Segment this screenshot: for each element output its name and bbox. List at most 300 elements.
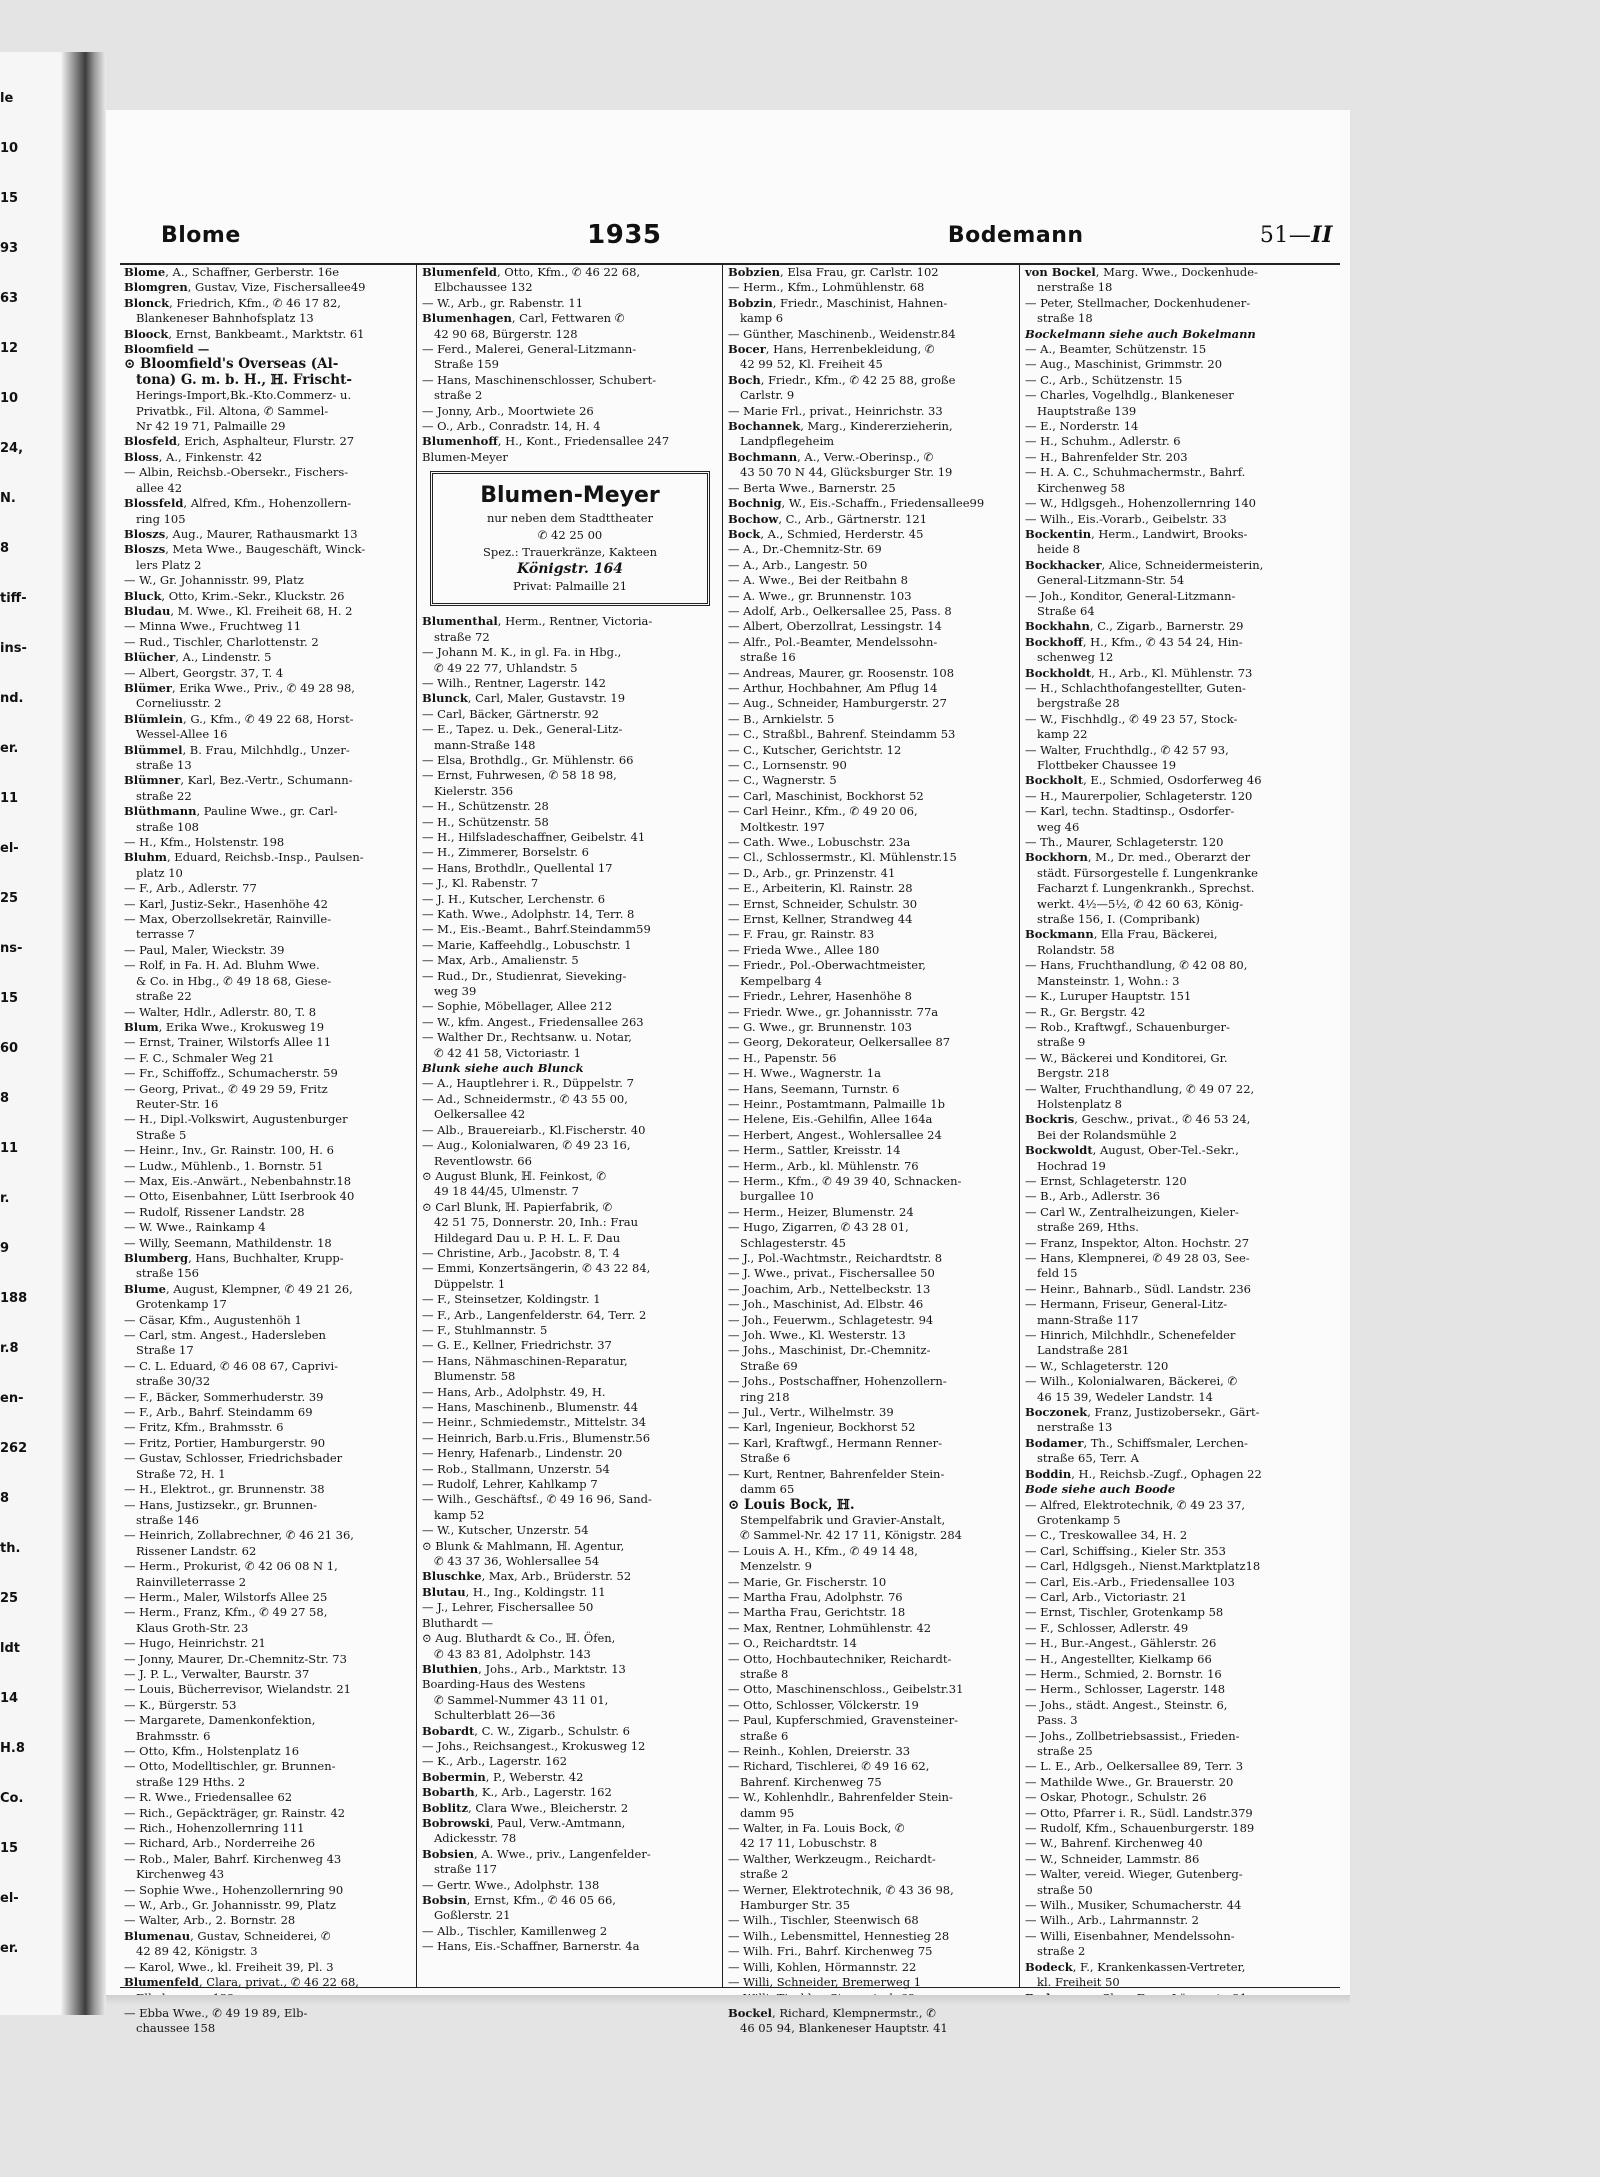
directory-entry: Bloszs, Aug., Maurer, Rathausmarkt 13 (124, 526, 358, 541)
directory-entry: — Ad., Schneidermstr., ✆ 43 55 00, (422, 1091, 628, 1106)
directory-entry: — Gertr. Wwe., Adolphstr. 138 (422, 1877, 600, 1892)
directory-entry: Straße 69 (740, 1358, 798, 1373)
ad-tagline: nur neben dem Stadttheater (486, 511, 654, 526)
directory-entry: Boarding-Haus des Westens (422, 1677, 586, 1692)
facing-page-fragment: le (0, 91, 14, 106)
directory-entry: — Wilh., Eis.-Vorarb., Geibelstr. 33 (1025, 511, 1227, 526)
directory-entry: — Herbert, Angest., Wohlersallee 24 (728, 1127, 942, 1142)
directory-entry: — Joh., Maschinist, Ad. Elbstr. 46 (728, 1297, 924, 1312)
directory-entry: — Herm., Schmied, 2. Bornstr. 16 (1025, 1666, 1222, 1681)
directory-entry: — Herm., Kfm., ✆ 49 39 40, Schnacken- (728, 1173, 962, 1188)
directory-entry: Bobsien, A. Wwe., priv., Langenfelder- (422, 1846, 651, 1861)
directory-entry: — H., Dipl.-Volkswirt, Augustenburger (124, 1112, 348, 1127)
directory-entry: — Johs., Zollbetriebsassist., Frieden- (1025, 1728, 1240, 1743)
facing-page-fragment: 14 (0, 1691, 19, 1706)
directory-entry: — Carl, Schiffsing., Kieler Str. 353 (1025, 1543, 1226, 1558)
directory-entry: — Wilh., Tischler, Steenwisch 68 (728, 1913, 919, 1928)
directory-entry: Bobzien, Elsa Frau, gr. Carlstr. 102 (728, 265, 939, 279)
directory-entry: — Herm., Sattler, Kreisstr. 14 (728, 1143, 901, 1158)
directory-entry: — Heinrich, Barb.u.Fris., Blumenstr.56 (422, 1430, 651, 1445)
directory-entry: — Cäsar, Kfm., Augustenhöh 1 (124, 1312, 302, 1327)
directory-entry: straße 108 (136, 819, 199, 834)
directory-entry: — Heinr., Postamtmann, Palmaille 1b (728, 1096, 945, 1111)
directory-entry: — K., Arb., Lagerstr. 162 (422, 1754, 568, 1769)
directory-entry: — Walter, vereid. Wieger, Gutenberg- (1025, 1867, 1243, 1882)
directory-entry: — Louis A. H., Kfm., ✆ 49 14 48, (728, 1543, 918, 1558)
directory-entry: — Emmi, Konzertsängerin, ✆ 43 22 84, (422, 1261, 651, 1276)
facing-page-fragment: 15 (0, 191, 19, 206)
directory-entry: weg 46 (1037, 819, 1080, 834)
directory-entry: Bockhacker, Alice, Schneidermeisterin, (1025, 557, 1264, 572)
directory-entry: damm 65 (740, 1482, 795, 1497)
facing-page-fragment: r. (0, 1191, 10, 1206)
header-left-name: Blome (161, 222, 241, 248)
directory-entry: — Walter, Fruchthandlung, ✆ 49 07 22, (1025, 1081, 1255, 1096)
directory-entry: ring 105 (136, 511, 186, 526)
directory-entry: Herings-Import,Bk.-Kto.Commerz- u. (136, 388, 352, 403)
directory-entry: — W., Schneider, Lammstr. 86 (1025, 1851, 1200, 1866)
directory-entry: Straße 72, H. 1 (136, 1466, 226, 1481)
directory-entry: — W., kfm. Angest., Friedensallee 263 (422, 1014, 644, 1029)
directory-entry: — Herm., Arb., kl. Mühlenstr. 76 (728, 1158, 919, 1173)
directory-entry: Klaus Groth-Str. 23 (136, 1620, 249, 1635)
directory-entry: — F. C., Schmaler Weg 21 (124, 1050, 275, 1065)
directory-entry: Hochrad 19 (1037, 1158, 1106, 1173)
directory-entry: burgallee 10 (740, 1189, 814, 1204)
directory-entry: platz 10 (136, 865, 183, 880)
directory-entry: Hauptstraße 139 (1037, 403, 1137, 418)
directory-entry: Hamburger Str. 35 (740, 1898, 851, 1913)
directory-entry: Adickesstr. 78 (434, 1831, 517, 1846)
directory-entry: Schulterblatt 26—36 (434, 1708, 556, 1723)
directory-entry: Bluhm, Eduard, Reichsb.-Insp., Paulsen- (124, 850, 364, 865)
directory-entry: Blankeneser Bahnhofsplatz 13 (136, 311, 314, 326)
directory-entry: — Ernst, Schlageterstr. 120 (1025, 1173, 1187, 1188)
directory-entry: Blumenhagen, Carl, Fettwaren ✆ (422, 311, 625, 326)
directory-entry: Bock, A., Schmied, Herderstr. 45 (728, 526, 924, 541)
directory-entry: — H., Schlachthofangestellter, Guten- (1025, 680, 1246, 695)
directory-entry: ✆ 49 22 77, Uhlandstr. 5 (434, 660, 578, 675)
directory-entry: — Jonny, Arb., Moortwiete 26 (422, 403, 594, 418)
directory-entry: — Johs., städt. Angest., Steinstr. 6, (1025, 1697, 1228, 1712)
directory-entry: feld 15 (1037, 1266, 1078, 1281)
column-2 (422, 265, 718, 1985)
directory-entry: ✆ 43 83 81, Adolphstr. 143 (434, 1646, 591, 1661)
directory-entry: — Rolf, in Fa. H. Ad. Bluhm Wwe. (124, 958, 320, 973)
directory-entry: 49 18 44/45, Ulmenstr. 7 (434, 1184, 579, 1199)
facing-page-fragment: nd. (0, 691, 24, 706)
directory-entry: — Johs., Reichsangest., Krokusweg 12 (422, 1738, 646, 1753)
facing-page-fragment: 11 (0, 1141, 19, 1156)
directory-entry: — C. L. Eduard, ✆ 46 08 67, Caprivi- (124, 1358, 339, 1373)
directory-entry: nerstraße 13 (1037, 1420, 1113, 1435)
facing-page-fragment: 60 (0, 1041, 19, 1056)
directory-entry: Bockholdt, H., Arb., Kl. Mühlenstr. 73 (1025, 665, 1253, 680)
directory-entry: straße 2 (1037, 1944, 1086, 1959)
directory-entry: Bockwoldt, August, Ober-Tel.-Sekr., (1025, 1143, 1239, 1158)
directory-entry: — Aug., Kolonialwaren, ✆ 49 23 16, (422, 1138, 631, 1153)
directory-entry: — Karl, Ingenieur, Bockhorst 52 (728, 1420, 916, 1435)
directory-entry: — Frieda Wwe., Allee 180 (728, 942, 880, 957)
directory-entry: Blumenfeld, Clara, privat., ✆ 46 22 68, (124, 1975, 359, 1990)
directory-entry: — Joh. Wwe., Kl. Westerstr. 13 (728, 1328, 906, 1343)
directory-entry: straße 30/32 (136, 1374, 211, 1389)
directory-entry: Boch, Friedr., Kfm., ✆ 42 25 88, große (728, 372, 956, 387)
directory-entry: — Hans, Arb., Adolphstr. 49, H. (422, 1384, 606, 1399)
directory-entry: — F., Steinsetzer, Koldingstr. 1 (422, 1292, 601, 1307)
facing-page-fragment: tiff- (0, 591, 27, 606)
directory-entry: Blümmel, B. Frau, Milchhdlg., Unzer- (124, 742, 350, 757)
directory-entry: — Johann M. K., in gl. Fa. in Hbg., (422, 645, 622, 660)
directory-entry: — F., Bäcker, Sommerhuderstr. 39 (124, 1389, 324, 1404)
directory-entry: — Andreas, Maurer, gr. Roosenstr. 108 (728, 665, 955, 680)
directory-entry: — Max, Arb., Amalienstr. 5 (422, 953, 579, 968)
directory-entry: straße 269, Hths. (1037, 1220, 1139, 1235)
directory-entry: — Carl W., Zentralheizungen, Kieler- (1025, 1204, 1239, 1219)
directory-entry: — Willi, Eisenbahner, Mendelssohn- (1025, 1928, 1235, 1943)
directory-entry: — H., Schuhm., Adlerstr. 6 (1025, 434, 1181, 449)
directory-entry: — Hinrich, Milchhdlr., Schenefelder (1025, 1328, 1236, 1343)
directory-entry: kamp 52 (434, 1507, 485, 1522)
directory-entry: — Otto, Kfm., Holstenplatz 16 (124, 1744, 300, 1758)
facing-page-edge (0, 52, 106, 2015)
directory-entry: Bockhahn, C., Zigarb., Barnerstr. 29 (1025, 619, 1244, 634)
ad-private-address: Privat: Palmaille 21 (512, 579, 628, 594)
directory-entry: — Fritz, Portier, Hamburgerstr. 90 (124, 1435, 326, 1450)
column-divider-2 (722, 265, 723, 1987)
directory-entry: — M., Eis.-Beamt., Bahrf.Steindamm59 (422, 922, 651, 937)
directory-entry: — Hugo, Zigarren, ✆ 43 28 01, (728, 1220, 909, 1235)
ad-title: Blumen-Meyer (480, 483, 660, 509)
directory-entry: Bloock, Ernst, Bankbeamt., Marktstr. 61 (124, 326, 365, 341)
directory-entry: — Marie, Kaffeehdlg., Lobuschstr. 1 (422, 937, 632, 952)
directory-entry: — C., Lornsenstr. 90 (728, 758, 847, 772)
directory-entry: Bluthardt — (422, 1615, 494, 1630)
directory-entry: — Elsa, Brothdlg., Gr. Mühlenstr. 66 (422, 752, 634, 767)
directory-entry: Blumen-Meyer (422, 449, 508, 464)
facing-page-fragment: er. (0, 1941, 19, 1956)
facing-page-fragment: 25 (0, 891, 19, 906)
directory-entry: — F., Arb., Adlerstr. 77 (124, 881, 257, 896)
directory-entry: — C., Kutscher, Gerichtstr. 12 (728, 742, 902, 757)
facing-page-fragment: el- (0, 1891, 19, 1906)
directory-entry: — Cath. Wwe., Lobuschstr. 23a (728, 835, 911, 850)
directory-entry: Boczonek, Franz, Justizobersekr., Gärt- (1025, 1405, 1260, 1420)
directory-entry: — Karl, techn. Stadtinsp., Osdorfer- (1025, 804, 1235, 819)
directory-entry: — H. Wwe., Wagnerstr. 1a (728, 1066, 881, 1081)
directory-entry: — Paul, Maler, Wieckstr. 39 (124, 942, 285, 957)
directory-entry: Blosfeld, Erich, Asphalteur, Flurstr. 27 (124, 434, 355, 449)
directory-entry: Straße 6 (740, 1451, 791, 1466)
directory-entry: straße 65, Terr. A (1037, 1451, 1139, 1466)
header-year: 1935 (587, 220, 662, 250)
directory-entry: Grotenkamp 17 (136, 1297, 227, 1312)
directory-entry: Stempelfabrik und Gravier-Anstalt, (740, 1512, 946, 1527)
directory-entry: — Herm., Franz, Kfm., ✆ 49 27 58, (124, 1605, 328, 1620)
directory-entry: kamp 22 (1037, 727, 1088, 742)
directory-entry: — Herm., Schlosser, Lagerstr. 148 (1025, 1682, 1226, 1697)
directory-entry: — Herm., Kfm., Lohmühlenstr. 68 (728, 280, 925, 295)
directory-entry: — E., Tapez. u. Dek., General-Litz- (422, 722, 623, 737)
directory-entry: — Walter, Fruchthdlg., ✆ 42 57 93, (1025, 742, 1229, 757)
directory-entry: — Johs., Maschinist, Dr.-Chemnitz- (728, 1343, 931, 1358)
directory-entry: Blonck, Friedrich, Kfm., ✆ 46 17 82, (124, 295, 341, 310)
directory-entry: — Joh., Konditor, General-Litzmann- (1025, 588, 1236, 603)
facing-page-fragment: ns- (0, 941, 23, 956)
book-gutter (60, 52, 106, 2015)
directory-entry: — Fritz, Kfm., Brahmsstr. 6 (124, 1420, 284, 1435)
directory-entry: — W., Hdlgsgeh., Hohenzollernring 140 (1025, 496, 1256, 511)
directory-entry: — K., Luruper Hauptstr. 151 (1025, 989, 1192, 1004)
directory-entry: — H., Schützenstr. 28 (422, 799, 549, 814)
directory-entry: Elbchaussee 132 (434, 280, 533, 295)
directory-entry: — Johs., Postschaffner, Hohenzollern- (728, 1374, 947, 1389)
directory-entry: — Th., Maurer, Schlageterstr. 120 (1025, 835, 1224, 850)
directory-entry: — H. A. C., Schuhmachermstr., Bahrf. (1025, 465, 1246, 480)
directory-entry: — W., Gr. Johannisstr. 99, Platz (124, 573, 304, 588)
facing-page-fragment: th. (0, 1541, 21, 1556)
directory-entry: — W., Bahrenf. Kirchenweg 40 (1025, 1836, 1203, 1851)
facing-page-fragment: 12 (0, 341, 19, 356)
directory-entry: 42 90 68, Bürgerstr. 128 (434, 326, 578, 341)
directory-entry: — Heinr., Inv., Gr. Rainstr. 100, H. 6 (124, 1143, 334, 1158)
directory-entry: Bockentin, Herm., Landwirt, Brooks- (1025, 526, 1248, 541)
facing-page-fragment: 93 (0, 241, 19, 256)
directory-entry: — H., Bahrenfelder Str. 203 (1025, 449, 1188, 464)
directory-entry: — Carl, Hdlgsgeh., Nienst.Marktplatz18 (1025, 1559, 1261, 1574)
directory-entry: — Alb., Brauereiarb., Kl.Fischerstr. 40 (422, 1122, 646, 1137)
directory-entry: — Reinh., Kohlen, Dreierstr. 33 (728, 1744, 911, 1758)
directory-entry: — J. Wwe., privat., Fischersallee 50 (728, 1266, 935, 1281)
directory-entry: straße 72 (434, 629, 490, 644)
directory-entry: — A. Wwe., Bei der Reitbahn 8 (728, 573, 908, 588)
directory-entry: ⊙ Louis Bock, ℍ. (728, 1496, 855, 1513)
directory-entry: 46 15 39, Wedeler Landstr. 14 (1037, 1389, 1213, 1404)
directory-entry: straße 25 (1037, 1744, 1093, 1758)
directory-entry: — Otto, Pfarrer i. R., Südl. Landstr.379 (1025, 1805, 1253, 1820)
ad-phone: ✆ 42 25 00 (537, 528, 603, 543)
directory-entry: Bockel, Richard, Klempnermstr., ✆ (728, 2005, 936, 2020)
directory-entry: — Cl., Schlossermstr., Kl. Mühlenstr.15 (728, 850, 957, 865)
header-right-name: Bodemann (947, 222, 1084, 248)
facing-page-fragment: 15 (0, 1841, 19, 1856)
directory-entry: straße 50 (1037, 1882, 1093, 1897)
directory-entry: — G. E., Kellner, Friedrichstr. 37 (422, 1338, 612, 1353)
directory-entry: Blum, Erika Wwe., Krokusweg 19 (124, 1019, 325, 1034)
directory-entry: von Bockel, Marg. Wwe., Dockenhude- (1025, 265, 1258, 279)
facing-page-fragment: ins- (0, 641, 27, 656)
directory-entry: Bodamer, Th., Schiffsmaler, Lerchen- (1025, 1435, 1248, 1450)
directory-entry: — Arthur, Hochbahner, Am Pflug 14 (728, 680, 938, 695)
directory-entry: — Ernst, Trainer, Wilstorfs Allee 11 (124, 1035, 332, 1050)
directory-entry: Blumenthal, Herm., Rentner, Victoria- (422, 614, 653, 629)
directory-entry: — Ebba Wwe., ✆ 49 19 89, Elb- (124, 2005, 308, 2020)
directory-entry: terrasse 7 (136, 927, 195, 942)
directory-entry: Blücher, A., Lindenstr. 5 (124, 650, 272, 665)
directory-entry: — Wilh. Fri., Bahrf. Kirchenweg 75 (728, 1944, 933, 1959)
directory-entry: Blutau, H., Ing., Koldingstr. 11 (422, 1584, 606, 1599)
directory-entry: — J., Kl. Rabenstr. 7 (422, 876, 539, 891)
directory-entry: — Friedr., Lehrer, Hasenhöhe 8 (728, 989, 912, 1004)
directory-entry: ring 218 (740, 1389, 790, 1404)
facing-page-fragment: 25 (0, 1591, 19, 1606)
facing-page-fragment: 10 (0, 141, 19, 156)
directory-entry: — Marie Frl., privat., Heinrichstr. 33 (728, 403, 943, 418)
directory-entry: — Wilh., Lebensmittel, Hennestieg 28 (728, 1928, 950, 1943)
directory-entry: — B., Arnkielstr. 5 (728, 711, 835, 726)
directory-entry: — W., Kutscher, Unzerstr. 54 (422, 1523, 589, 1538)
directory-entry: 42 99 52, Kl. Freiheit 45 (740, 357, 883, 372)
column-1 (124, 265, 412, 2036)
directory-entry: — H., Papenstr. 56 (728, 1050, 837, 1065)
directory-entry: Wessel-Allee 16 (136, 727, 228, 742)
directory-entry: straße 22 (136, 788, 192, 803)
facing-page-fragment: 8 (0, 1091, 10, 1106)
directory-entry: straße 146 (136, 1512, 199, 1527)
directory-entry: — Albert, Oberzollrat, Lessingstr. 14 (728, 619, 942, 634)
directory-entry: — W., Fischhdlg., ✆ 49 23 57, Stock- (1025, 711, 1238, 726)
directory-entry: — Mathilde Wwe., Gr. Brauerstr. 20 (1025, 1774, 1234, 1789)
directory-entry: — Rud., Tischler, Charlottenstr. 2 (124, 634, 319, 649)
directory-entry: — Christine, Arb., Jacobstr. 8, T. 4 (422, 1245, 620, 1260)
directory-entry: — H., Kfm., Holstenstr. 198 (124, 835, 285, 850)
directory-entry: — Karl, Justiz-Sekr., Hasenhöhe 42 (124, 896, 328, 911)
directory-entry: Holstenplatz 8 (1037, 1096, 1122, 1111)
facing-page-fragment: en- (0, 1391, 24, 1406)
directory-entry: — C., Treskowallee 34, H. 2 (1025, 1528, 1188, 1543)
directory-entry: — A., Arb., Langestr. 50 (728, 557, 868, 572)
facing-page-fragment: 63 (0, 291, 19, 306)
directory-entry: Bodeck, F., Krankenkassen-Vertreter, (1025, 1959, 1246, 1974)
directory-entry: — H., Maurerpolier, Schlageterstr. 120 (1025, 788, 1253, 803)
directory-entry: Blumenstr. 58 (434, 1369, 516, 1384)
directory-entry: — Berta Wwe., Barnerstr. 25 (728, 480, 896, 495)
directory-entry: chaussee 158 (136, 2021, 216, 2036)
facing-page-fragment: 9 (0, 1241, 10, 1256)
directory-entry: straße 2 (434, 388, 483, 403)
directory-entry: ⊙ Blunk & Mahlmann, ℍ. Agentur, (422, 1538, 625, 1553)
directory-entry: — W., Bäckerei und Konditorei, Gr. (1025, 1050, 1228, 1065)
directory-entry: schenweg 12 (1037, 650, 1114, 665)
facing-page-fragment: el- (0, 841, 19, 856)
directory-entry: Blümer, Erika Wwe., Priv., ✆ 49 28 98, (124, 680, 355, 695)
directory-entry: Nr 42 19 71, Palmaille 29 (136, 419, 286, 434)
directory-entry: — Carl, stm. Angest., Hadersleben (124, 1328, 326, 1343)
ad-specialties: Spez.: Trauerkränze, Kakteen (483, 545, 657, 560)
directory-entry: — Rob., Maler, Bahrf. Kirchenweg 43 (124, 1851, 342, 1866)
directory-entry: — Georg, Privat., ✆ 49 29 59, Fritz (124, 1081, 328, 1096)
directory-entry: — Hans, Klempnerei, ✆ 49 28 03, See- (1025, 1251, 1250, 1265)
directory-entry: Straße 159 (434, 357, 499, 372)
directory-entry: Bobardt, C. W., Zigarb., Schulstr. 6 (422, 1723, 630, 1738)
directory-entry: — W. Wwe., Rainkamp 4 (124, 1220, 266, 1235)
directory-entry: — Charles, Vogelhdlg., Blankeneser (1025, 388, 1234, 403)
directory-entry: Moltkestr. 197 (740, 819, 825, 834)
directory-entry: Bockhoff, H., Kfm., ✆ 43 54 24, Hin- (1025, 634, 1243, 649)
directory-entry: — Walter, in Fa. Louis Bock, ✆ (728, 1821, 905, 1836)
directory-entry: — E., Arbeiterin, Kl. Rainstr. 28 (728, 881, 913, 896)
directory-entry: — Willi, Schneider, Bremerweg 1 (728, 1975, 922, 1990)
directory-entry: — Rich., Hohenzollernring 111 (124, 1821, 305, 1836)
directory-entry: Blumberg, Hans, Buchhalter, Krupp- (124, 1251, 344, 1265)
directory-entry: Goßlerstr. 21 (434, 1908, 511, 1923)
directory-entry: straße 117 (434, 1862, 497, 1877)
directory-entry: — Heinr., Bahnarb., Südl. Landstr. 236 (1025, 1281, 1251, 1296)
directory-entry: — Walter, Hdlr., Adlerstr. 80, T. 8 (124, 1004, 317, 1019)
directory-entry: Blumenau, Gustav, Schneiderei, ✆ (124, 1928, 331, 1943)
directory-entry: damm 95 (740, 1805, 795, 1820)
directory-entry: — J. P. L., Verwalter, Baurstr. 37 (124, 1666, 310, 1681)
directory-entry: — H., Bur.-Angest., Gählerstr. 26 (1025, 1636, 1217, 1651)
directory-entry: — Hans, Seemann, Turnstr. 6 (728, 1081, 900, 1096)
directory-entry: Bloss, A., Finkenstr. 42 (124, 449, 263, 464)
directory-entry: — A., Hauptlehrer i. R., Düppelstr. 7 (422, 1076, 634, 1091)
directory-entry: straße 8 (740, 1666, 789, 1681)
directory-entry: — Wilh., Geschäftsf., ✆ 49 16 96, Sand- (422, 1492, 652, 1507)
directory-entry: — Otto, Modelltischler, gr. Brunnen- (124, 1759, 336, 1774)
directory-entry: — Carl, Maschinist, Bockhorst 52 (728, 788, 924, 803)
directory-entry: — F., Arb., Bahrf. Steindamm 69 (124, 1405, 313, 1420)
directory-entry: — Georg, Dekorateur, Oelkersallee 87 (728, 1035, 951, 1050)
directory-entry: Pass. 3 (1037, 1713, 1078, 1728)
directory-entry: — Martha Frau, Adolphstr. 76 (728, 1589, 903, 1604)
column-3 (728, 265, 1015, 2036)
directory-entry: — Otto, Maschinenschloss., Geibelstr.31 (728, 1682, 964, 1697)
directory-entry: — H., Schützenstr. 58 (422, 814, 549, 829)
directory-entry: — W., Arb., gr. Rabenstr. 11 (422, 295, 584, 310)
directory-entry: Landpflegeheim (740, 434, 835, 449)
directory-entry: — Hans, Justizsekr., gr. Brunnen- (124, 1497, 317, 1512)
directory-entry: straße 2 (740, 1867, 789, 1882)
directory-entry: Bockelmann siehe auch Bokelmann (1025, 326, 1256, 341)
directory-entry: straße 22 (136, 989, 192, 1004)
directory-entry: — Hans, Maschinenb., Blumenstr. 44 (422, 1400, 639, 1414)
directory-entry: — C., Wagnerstr. 5 (728, 773, 837, 788)
directory-entry: Kirchenweg 43 (136, 1867, 225, 1882)
directory-entry: — Hans, Eis.-Schaffner, Barnerstr. 4a (422, 1939, 640, 1954)
directory-entry: — A., Beamter, Schützenstr. 15 (1025, 342, 1207, 357)
facing-page-fragment: Co. (0, 1791, 24, 1806)
directory-entry: — Joh., Feuerwm., Schlagetestr. 94 (728, 1312, 934, 1327)
directory-entry: Hildegard Dau u. P. H. L. F. Dau (434, 1230, 621, 1245)
directory-entry: kl. Freiheit 50 (1037, 1975, 1120, 1990)
directory-entry: Blomgren, Gustav, Vize, Fischersallee49 (124, 280, 366, 295)
directory-entry: — Ernst, Kellner, Strandweg 44 (728, 912, 913, 927)
directory-entry: — D., Arb., gr. Prinzenstr. 41 (728, 865, 896, 880)
directory-entry: Bode siehe auch Boode (1025, 1482, 1176, 1497)
directory-entry: — Louis, Bücherrevisor, Wielandstr. 21 (124, 1682, 351, 1697)
directory-entry: — Adolf, Arb., Oelkersallee 25, Pass. 8 (728, 603, 952, 618)
directory-entry: — Henry, Hafenarb., Lindenstr. 20 (422, 1446, 623, 1461)
directory-entry: Oelkersallee 42 (434, 1107, 526, 1122)
directory-entry: — Otto, Hochbautechniker, Reichardt- (728, 1651, 952, 1666)
directory-entry: Rolandstr. 58 (1037, 942, 1115, 957)
directory-entry: Bockholt, E., Schmied, Osdorferweg 46 (1025, 773, 1262, 788)
directory-entry: — Oskar, Photogr., Schulstr. 26 (1025, 1790, 1207, 1805)
directory-entry: — Jonny, Maurer, Dr.-Chemnitz-Str. 73 (124, 1651, 347, 1666)
directory-entry: Bei der Rolandsmühle 2 (1037, 1127, 1177, 1142)
directory-entry: — J., Lehrer, Fischersallee 50 (422, 1600, 594, 1615)
directory-entry: 42 89 42, Königstr. 3 (136, 1944, 258, 1959)
directory-entry: — Aug., Maschinist, Grimmstr. 20 (1025, 357, 1223, 372)
directory-entry: Reuter-Str. 16 (136, 1096, 219, 1111)
directory-entry: — Carl Heinr., Kfm., ✆ 49 20 06, (728, 804, 918, 819)
directory-entry: — Wilh., Rentner, Lagerstr. 142 (422, 675, 606, 690)
directory-entry: ⊙ August Blunk, ℍ. Feinkost, ✆ (422, 1168, 606, 1183)
directory-entry: — Margarete, Damenkonfektion, (124, 1713, 316, 1728)
directory-entry: — F., Arb., Langenfelderstr. 64, Terr. 2 (422, 1307, 647, 1322)
directory-entry: — Albert, Georgstr. 37, T. 4 (124, 665, 284, 680)
